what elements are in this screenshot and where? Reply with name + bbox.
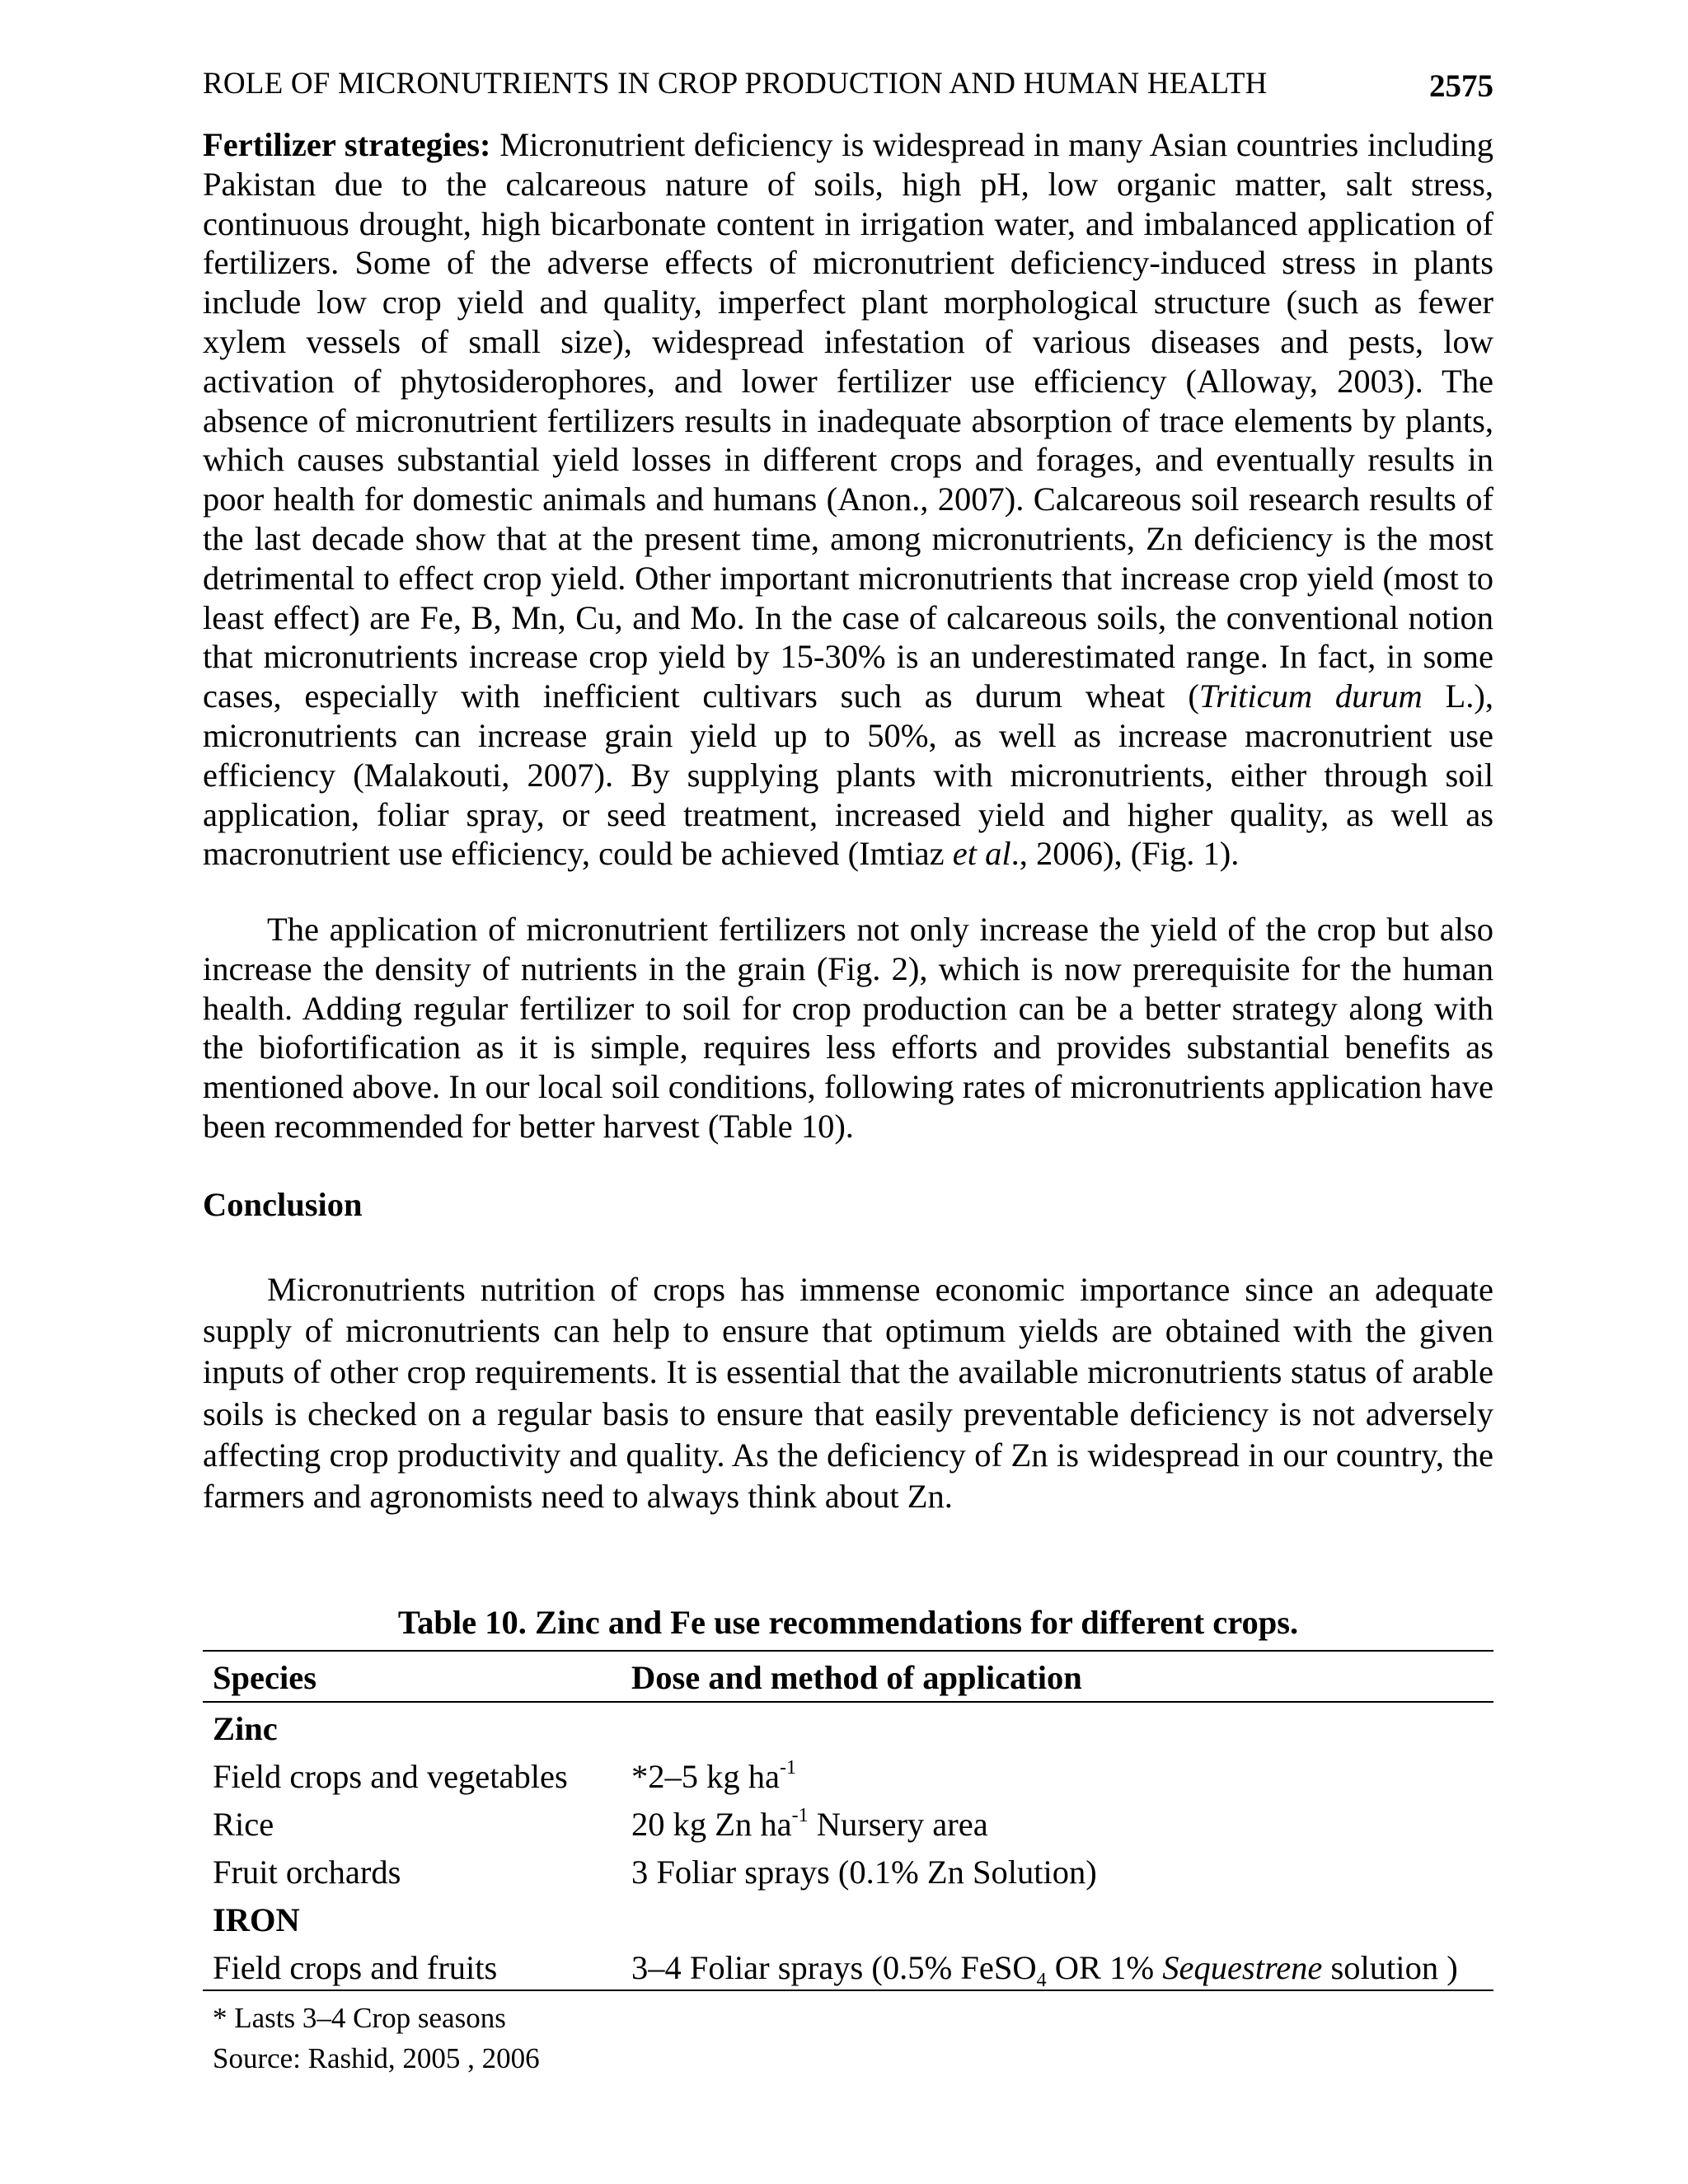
page-header bbox=[203, 63, 1493, 105]
species-name-italic: Triticum durum bbox=[1198, 677, 1423, 715]
conclusion-heading: Conclusion bbox=[203, 1186, 363, 1223]
column-header-species: Species bbox=[213, 1659, 316, 1696]
paragraph-text: L.), micronutrients can increase grain yield up to 50%, as well as increase macronutrient use efficiency (Malakouti, 2007). By supplying plants with micronutrients, either through soil application, foliar spray, or seed treatment, increased yield and higher quality, as well as macronutrient use efficiency, could be achieved (Imtiaz bbox=[203, 677, 1493, 873]
dose-cell: 3 Foliar sprays (0.1% Zn Solution) bbox=[631, 1854, 1097, 1891]
table-caption: Table 10. Zinc and Fe use recommendations for different crops. bbox=[397, 1604, 1299, 1641]
species-cell: Fruit orchards bbox=[213, 1854, 401, 1891]
table-notes bbox=[213, 1998, 540, 2079]
paragraph-lead-heading: Fertilizer strategies: bbox=[203, 126, 491, 163]
dose-cell: 20 kg Zn $ha^{-1}$ Nursery area bbox=[631, 1805, 988, 1843]
fertilizer-strategies-paragraph bbox=[203, 125, 1493, 874]
paragraph-text: ., 2006), (Fig. 1). bbox=[1010, 835, 1240, 873]
citation-et-al: et al bbox=[952, 835, 1011, 873]
dose-cell: 3–4 Foliar sprays (0.5% FeSO$_4$ OR 1% Sequestrene solution ) bbox=[631, 1949, 1458, 1991]
conclusion-paragraph bbox=[203, 1269, 1493, 1517]
table-group-row-iron bbox=[203, 1894, 1493, 1942]
column-header-dose: Dose and method of application bbox=[631, 1659, 1082, 1696]
table-row bbox=[203, 1750, 1493, 1798]
running-title: ROLE OF MICRONUTRIENTS IN CROP PRODUCTION AND HUMAN HEALTH bbox=[203, 67, 1268, 101]
species-cell: Field crops and vegetables bbox=[213, 1758, 568, 1795]
table-header-row bbox=[203, 1652, 1493, 1703]
paragraph-text: Micronutrient deficiency is widespread in many Asian countries including Pakistan due to the calcareous nature of soils, high pH, low organic matter, salt stress, continuous drought, high bicarbonate content in irrigation water, and imbalanced application of fertilizers. Some of the adverse effects of micronutrient deficiency-induced stress in plants include low crop yield and quality, imperfect plant morphological structure (such as fewer xylem vessels of small size), widespread infestation of various diseases and pests, low activation of phytosiderophores, and lower fertilizer use efficiency (Alloway, 2003). The absence of micronutrient fertilizers results in inadequate absorption of trace elements by plants, which causes substantial yield losses in different crops and forages, and eventually results in poor health for domestic animals and humans (Anon., 2007). Calcareous soil research results of the last decade show that at the present time, among micronutrients, Zn deficiency is the most detrimental to effect crop yield. Other important micronutrients that increase crop yield (most to least effect) are Fe, B, Mn, Cu, and Mo. In the case of calcareous soils, the conventional notion that micronutrients increase crop yield by 15-30% is an underestimated range. In fact, in some cases, especially with inefficient cultivars such as durum wheat ( bbox=[203, 126, 1493, 715]
table-row bbox=[203, 1942, 1493, 1990]
table-source: Source: Rashid, 2005 , 2006 bbox=[213, 2042, 540, 2074]
page-number: 2575 bbox=[1429, 68, 1493, 104]
species-cell: Rice bbox=[213, 1806, 274, 1843]
paragraph-text: The application of micronutrient fertilizers not only increase the yield of the crop but also increase the density of nutrients in the grain (Fig. 2), which is now prerequisite for the human health. Adding regular fertilizer to soil for crop production can be a better strategy along with the biofortification as it is simple, requires less efforts and provides substantial benefits as mentioned above. In our local soil conditions, following rates of micronutrients application have been recommended for better harvest (Table 10). bbox=[203, 911, 1493, 1145]
group-label-iron: IRON bbox=[213, 1901, 300, 1938]
table-row bbox=[203, 1798, 1493, 1846]
table-group-row-zinc bbox=[203, 1703, 1493, 1750]
recommendations-table bbox=[203, 1650, 1493, 1991]
species-cell: Field crops and fruits bbox=[213, 1949, 498, 1986]
paragraph-text: Micronutrients nutrition of crops has immense economic importance since an adequate supply of micronutrients can help to ensure that optimum yields are obtained with the given inputs of other crop requirements. It is essential that the available micronutrients status of arable soils is checked on a regular basis to ensure that easily preventable deficiency is not adversely affecting crop productivity and quality. As the deficiency of Zn is widespread in our country, the farmers and agronomists need to always think about Zn. bbox=[203, 1271, 1493, 1516]
table-row bbox=[203, 1846, 1493, 1894]
group-label-zinc: Zinc bbox=[213, 1710, 278, 1747]
application-paragraph bbox=[203, 910, 1493, 1146]
table-footnote: * Lasts 3–4 Crop seasons bbox=[213, 2002, 506, 2034]
dose-cell: *2–5 kg $ha^{-1}$ bbox=[631, 1757, 796, 1795]
